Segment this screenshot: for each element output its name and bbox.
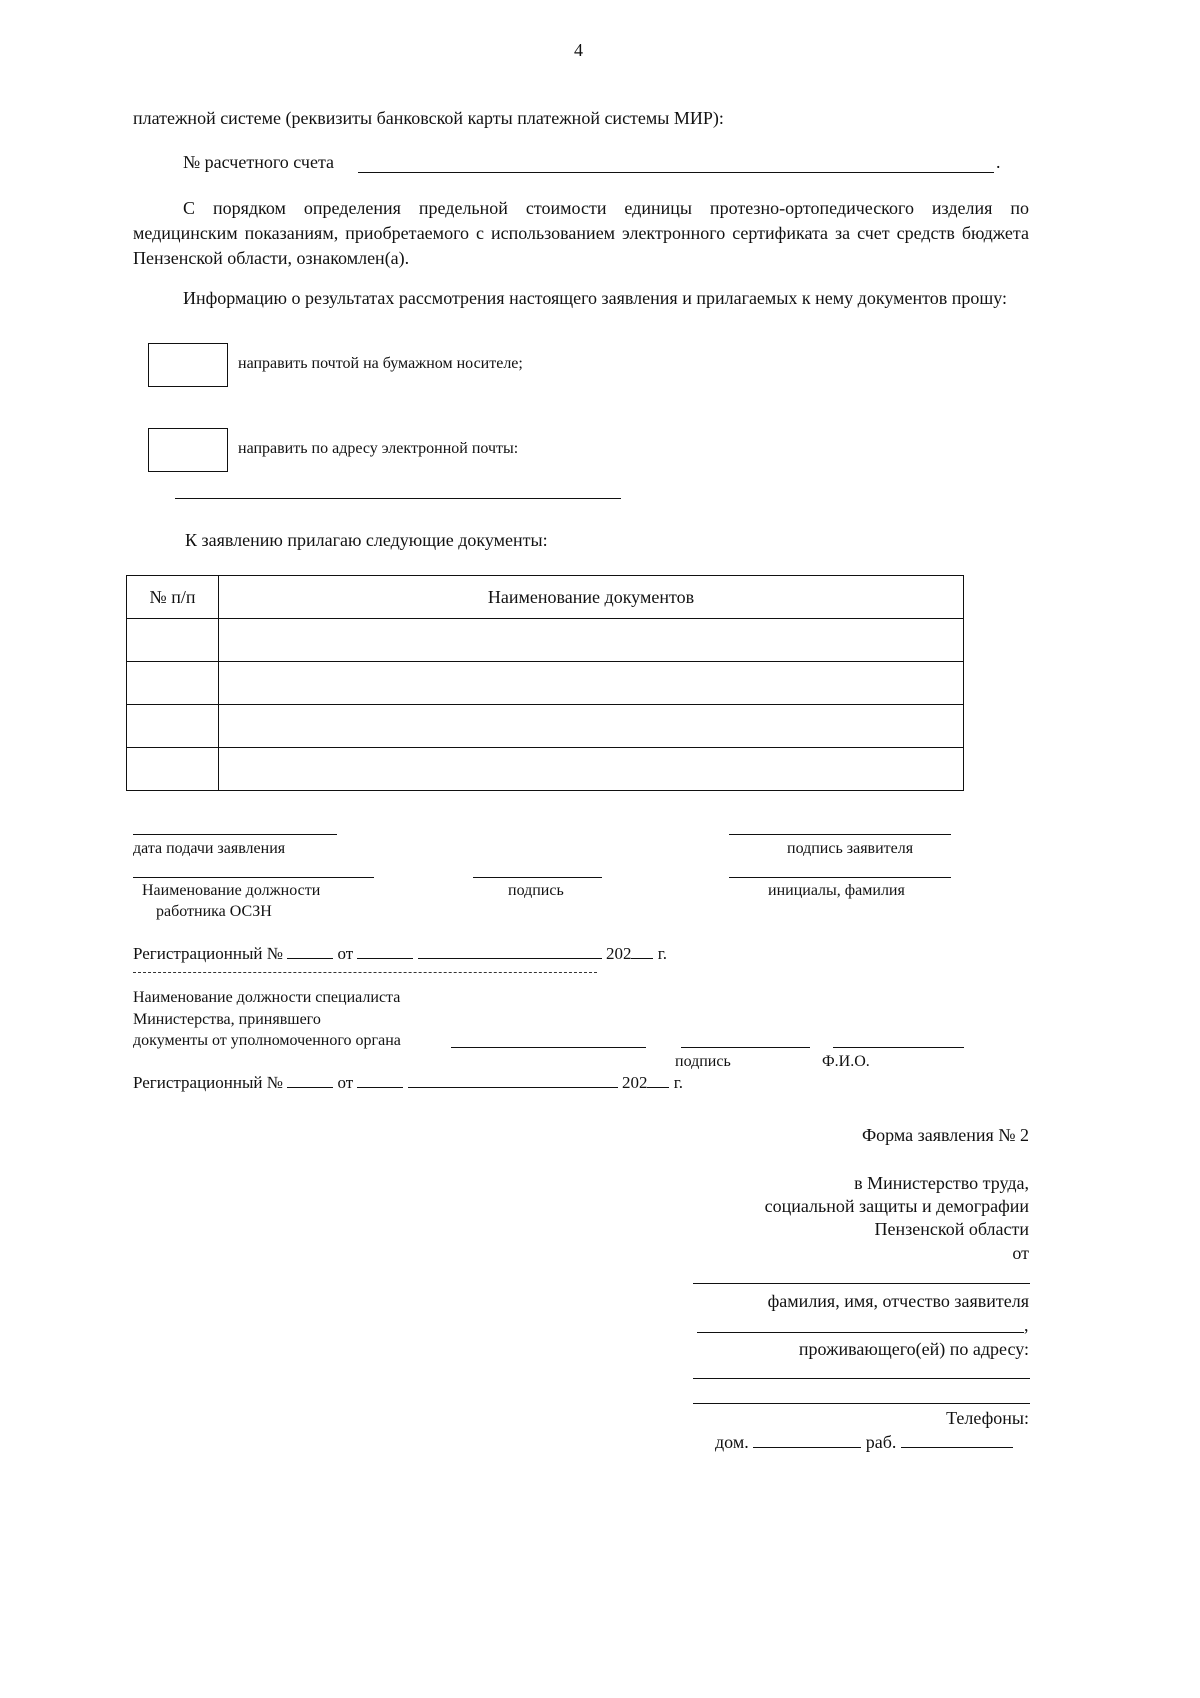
row-num-cell[interactable]	[127, 705, 219, 748]
registration-from-label: от	[337, 1073, 354, 1092]
work-phone-field[interactable]	[901, 1433, 1013, 1448]
registration-row-1	[133, 944, 667, 964]
registration-month-field[interactable]	[418, 944, 602, 959]
applicant-fio-field[interactable]	[693, 1283, 1030, 1284]
account-label: № расчетного счета	[183, 152, 335, 172]
header-num: № п/п	[127, 576, 219, 619]
from-label: от	[1012, 1243, 1029, 1263]
row-num-cell[interactable]	[127, 748, 219, 791]
registration-label: Регистрационный №	[133, 944, 283, 963]
table-row	[127, 748, 964, 791]
ministry-sign-field[interactable]	[681, 1047, 810, 1048]
row-name-cell[interactable]	[219, 619, 964, 662]
account-number-field[interactable]	[358, 172, 994, 173]
applicant-sign-label: подпись заявителя	[787, 840, 914, 857]
ministry-sign-label: подпись	[675, 1053, 731, 1070]
email-option-label: направить по адресу электронной почты:	[238, 440, 519, 457]
acknowledge-paragraph: С порядком определения предельной стоимости единицы протезно-ортопедического изделия по медицинским показаниям, приобретаемого с использованием электронного сертификата за счет средств бюджета Пензенской области, ознакомлен(а).	[133, 198, 1029, 268]
applicant-sign-field[interactable]	[729, 834, 951, 835]
table-row	[127, 619, 964, 662]
employee-sign-label: подпись	[508, 882, 564, 899]
registration-label: Регистрационный №	[133, 1073, 283, 1092]
attachments-table	[126, 575, 964, 791]
registration-month-field[interactable]	[408, 1073, 618, 1088]
address-field-1[interactable]	[693, 1378, 1030, 1379]
attachments-intro: К заявлению прилагаю следующие документы:	[185, 530, 548, 550]
registration-day-field[interactable]	[357, 944, 413, 959]
email-checkbox[interactable]	[148, 428, 228, 472]
ministry-line1: Наименование должности специалиста	[133, 989, 401, 1006]
address-field-2[interactable]	[693, 1403, 1030, 1404]
phones-label: Телефоны:	[946, 1408, 1029, 1428]
registration-number-field[interactable]	[287, 944, 333, 959]
row-num-cell[interactable]	[127, 619, 219, 662]
header-name: Наименование документов	[219, 576, 964, 619]
ministry-position-field[interactable]	[451, 1047, 646, 1048]
home-phone-field[interactable]	[753, 1433, 861, 1448]
page-number: 4	[574, 40, 583, 60]
form2-title: Форма заявления № 2	[861, 1125, 1029, 1145]
row-name-cell[interactable]	[219, 705, 964, 748]
payment-system-text: платежной системе (реквизиты банковской карты платежной системы МИР):	[133, 108, 724, 128]
addressee-line1: в Министерство труда,	[854, 1173, 1029, 1193]
date-label: дата подачи заявления	[133, 840, 286, 857]
registration-day-field[interactable]	[357, 1073, 403, 1088]
registration-from-label: от	[337, 944, 354, 963]
mail-option-label: направить почтой на бумажном носителе;	[238, 355, 523, 372]
registration-row-2	[133, 1073, 683, 1093]
registration-year-prefix: 202	[621, 1073, 648, 1092]
date-field[interactable]	[133, 834, 337, 835]
position-label-line2: работника ОСЗН	[156, 903, 272, 920]
ministry-fio-label: Ф.И.О.	[822, 1053, 870, 1070]
ministry-fio-field[interactable]	[833, 1047, 964, 1048]
row-name-cell[interactable]	[219, 662, 964, 705]
registration-year-prefix: 202	[605, 944, 632, 963]
applicant-extra-field[interactable]	[697, 1332, 1024, 1333]
registration-year-suffix: г.	[657, 944, 667, 963]
account-end-dot: .	[996, 152, 1001, 172]
row-num-cell[interactable]	[127, 662, 219, 705]
registration-year-suffix: г.	[673, 1073, 683, 1092]
initials-field[interactable]	[729, 877, 951, 878]
home-phone-label: дом.	[715, 1432, 749, 1452]
ministry-line2: Министерства, принявшего	[133, 1011, 321, 1028]
table-row	[127, 705, 964, 748]
row-name-cell[interactable]	[219, 748, 964, 791]
addressee-line3: Пензенской области	[874, 1219, 1029, 1239]
ministry-line3: документы от уполномоченного органа	[133, 1032, 401, 1049]
registration-number-field[interactable]	[287, 1073, 333, 1088]
position-label-line1: Наименование должности	[142, 882, 321, 899]
initials-label: инициалы, фамилия	[768, 882, 905, 899]
employee-sign-field[interactable]	[473, 877, 602, 878]
table-row	[127, 662, 964, 705]
table-header-row	[127, 576, 964, 619]
registration-year-field[interactable]	[631, 944, 653, 959]
work-phone-label: раб.	[865, 1432, 897, 1452]
position-field[interactable]	[133, 877, 374, 878]
email-address-field[interactable]	[175, 498, 621, 499]
address-label: проживающего(ей) по адресу:	[798, 1339, 1029, 1359]
phones-row	[715, 1432, 1013, 1453]
registration-year-field[interactable]	[647, 1073, 669, 1088]
mail-checkbox[interactable]	[148, 343, 228, 387]
comma-mark: ,	[1024, 1315, 1029, 1335]
info-paragraph: Информацию о результатах рассмотрения настоящего заявления и прилагаемых к нему документов прошу:	[183, 288, 1007, 308]
dashed-separator	[133, 972, 597, 973]
addressee-line2: социальной защиты и демографии	[764, 1196, 1029, 1216]
applicant-fio-label: фамилия, имя, отчество заявителя	[767, 1291, 1029, 1311]
